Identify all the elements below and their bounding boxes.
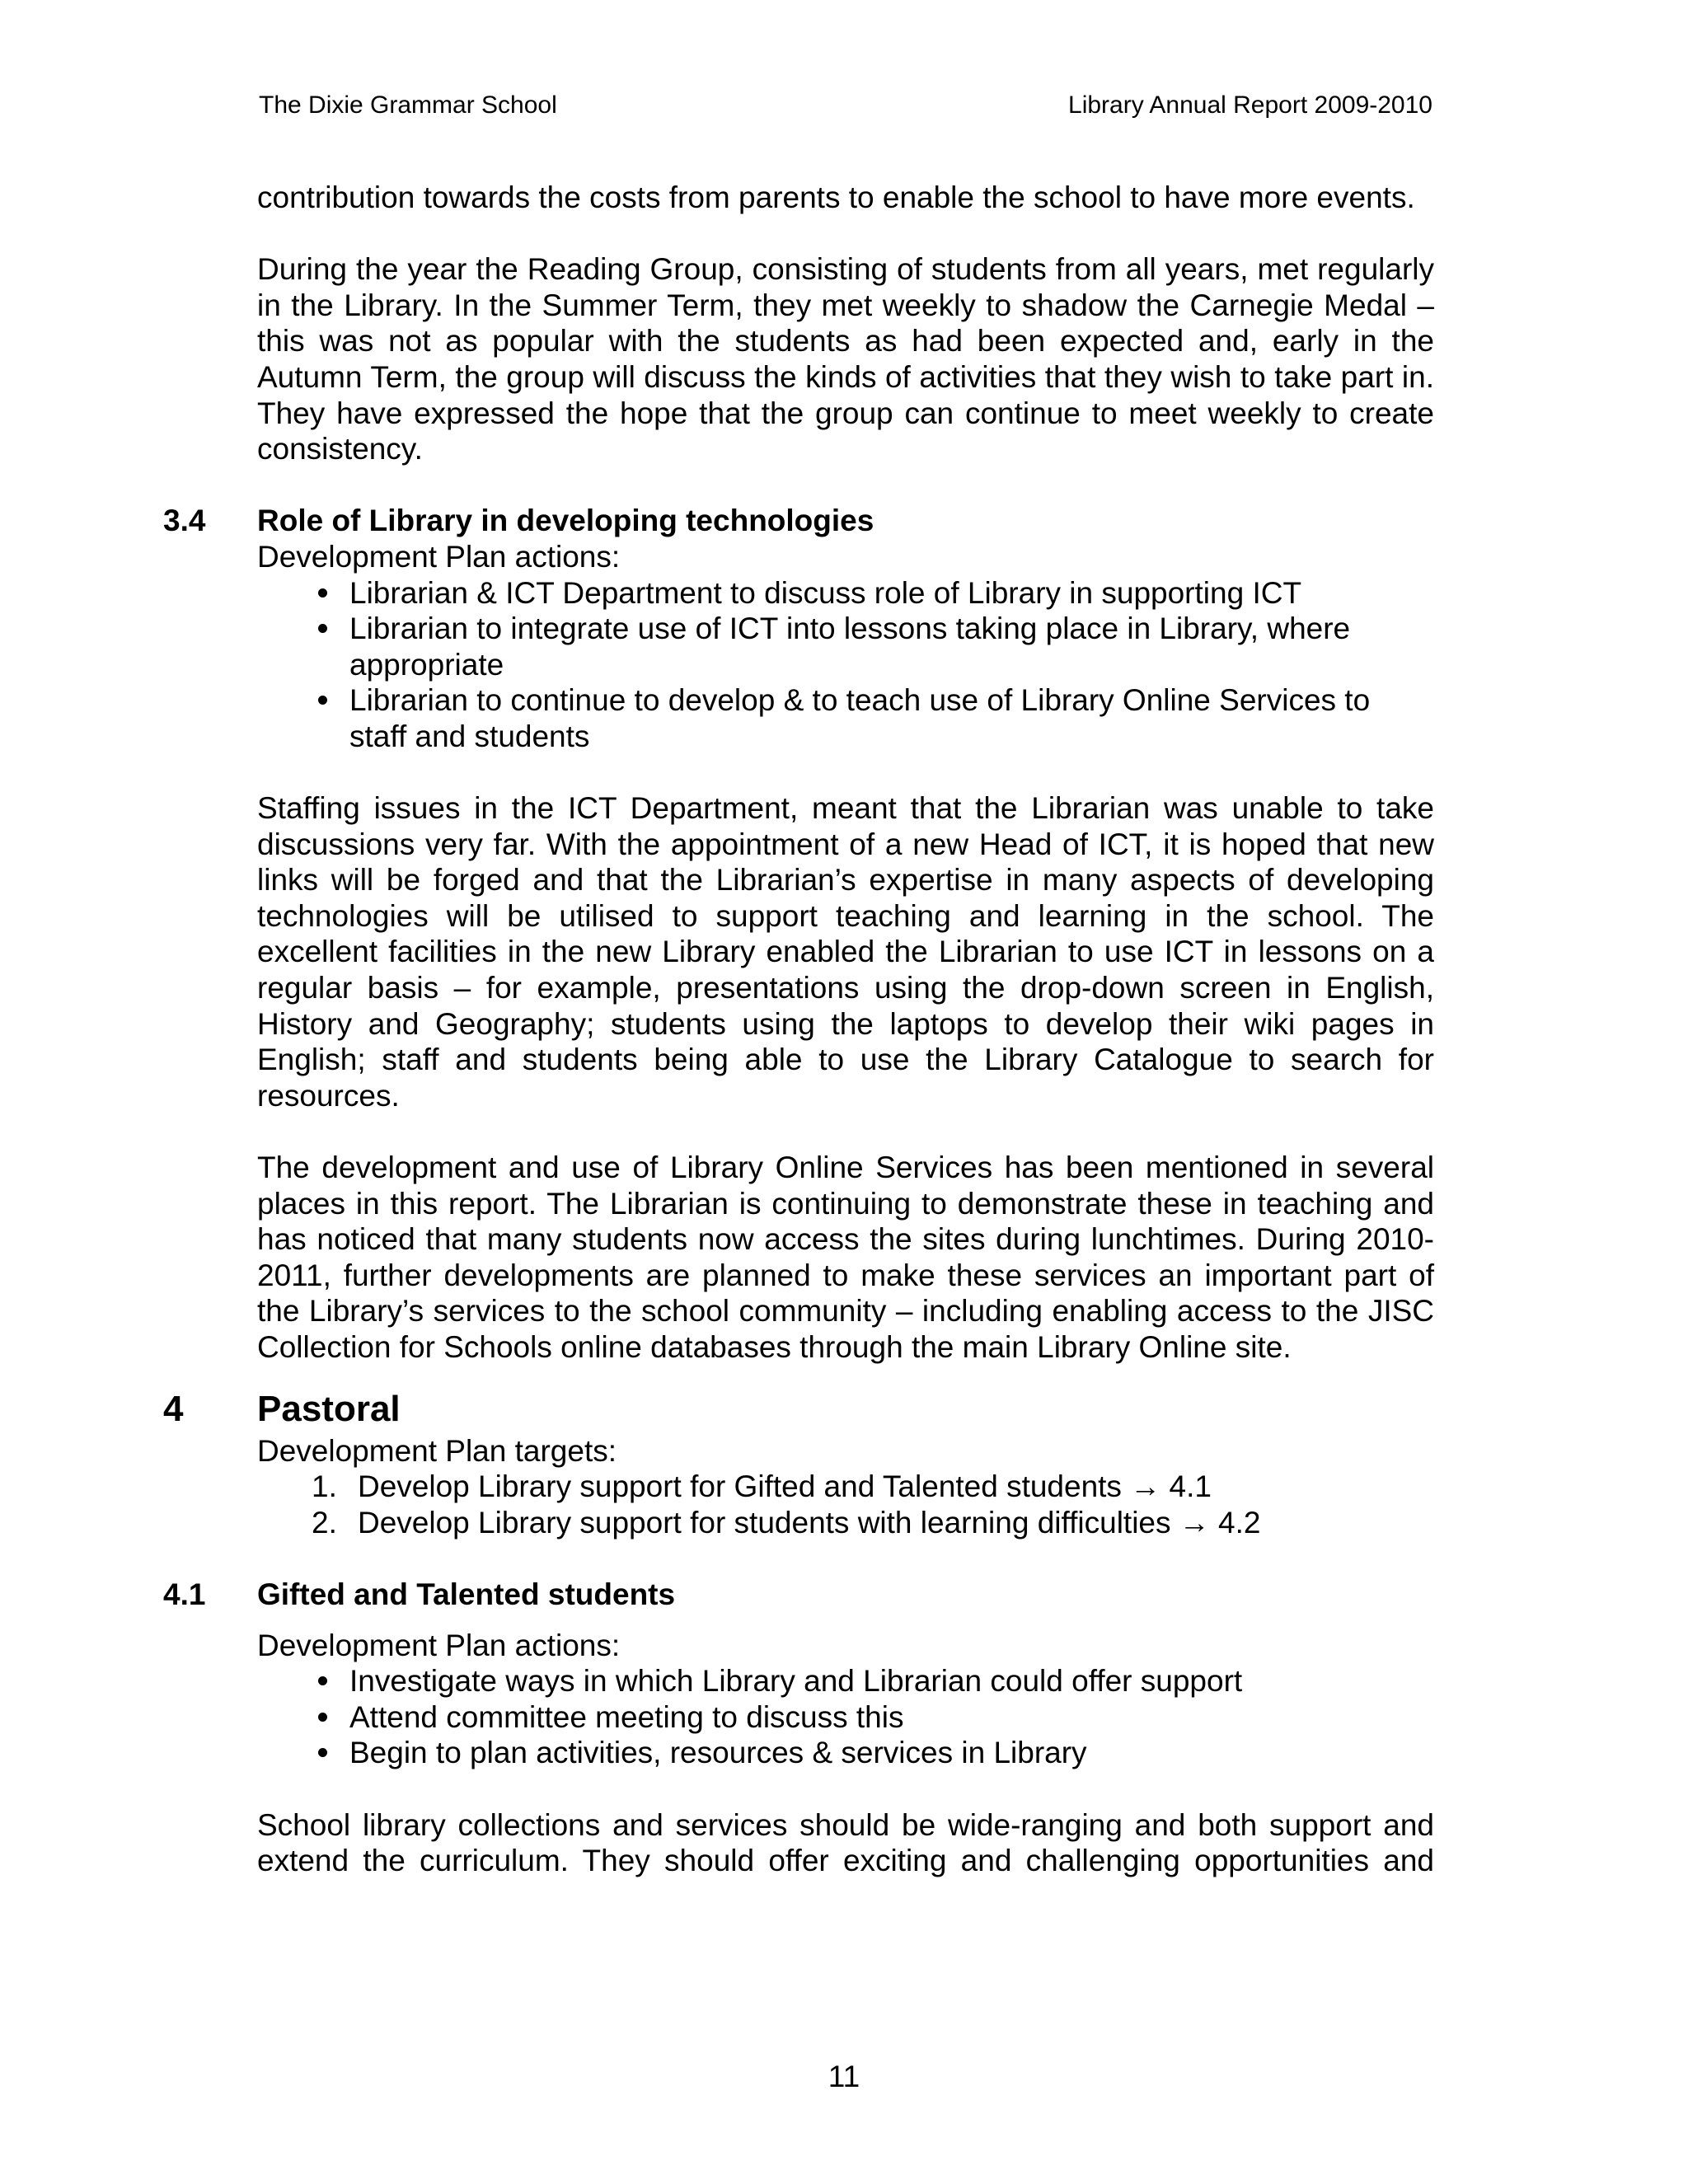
actions-list — [257, 575, 1434, 755]
bullet-icon — [318, 1748, 327, 1757]
header-report-title: Library Annual Report 2009-2010 — [1068, 91, 1432, 119]
actions-list — [257, 1663, 1434, 1771]
list-item: 2. Develop Library support for students with learning difficulties → 4.2 — [312, 1505, 1261, 1540]
bullet-icon — [318, 1713, 327, 1722]
section-title: Role of Library in developing technologies — [257, 504, 874, 538]
section-heading-4-1 — [163, 1577, 1434, 1613]
bullet-icon — [318, 624, 327, 633]
list-item: 1. Develop Library support for Gifted and Talented students → 4.1 — [312, 1469, 1212, 1504]
spacer — [257, 755, 1434, 791]
page-content — [163, 180, 1434, 1879]
bullet-icon — [318, 696, 327, 705]
spacer — [257, 1540, 1434, 1577]
section-number: 4.1 — [163, 1577, 206, 1611]
section-heading-3-4 — [163, 503, 1434, 539]
paragraph-reading-group: During the year the Reading Group, consisting of students from all years, met regularly in the Library. In the Summer Term, they met weekly to shadow the Carnegie Medal – this was not as popular with the students as had been expected and, early in the Autumn Term, the group will discuss the kinds of activities that they wish to take part in. They have expressed the hope that the group can continue to meet weekly to create consistency. — [257, 252, 1434, 466]
section-number: 4 — [163, 1388, 184, 1429]
section-number: 3.4 — [163, 504, 206, 538]
bullet-icon — [318, 588, 327, 598]
page-number: 11 — [828, 2060, 860, 2093]
section-heading-4 — [163, 1385, 1434, 1433]
paragraph-continuation: contribution towards the costs from parents to enable the school to have more events. — [257, 180, 1415, 214]
list-item: Begin to plan activities, resources & services in Library — [349, 1735, 1434, 1771]
section-title: Pastoral — [257, 1388, 401, 1429]
spacer — [257, 1613, 1434, 1628]
paragraph-staffing: Staffing issues in the ICT Department, meant that the Librarian was unable to take discussions very far. With the appointment of a new Head of ICT, it is hoped that new links will be forged and that the Librarian’s expertise in many aspects of developing technologies will be utilised to support teaching and learning in the school. The excellent facilities in the new Library enabled the Librarian to use ICT in lessons on a regular basis – for example, presentations using the drop-down screen in English, History and Geography; students using the laptops to develop their wiki pages in English; staff and students being able to use the Library Catalogue to search for resources. — [257, 791, 1434, 1113]
paragraph-online-services: The development and use of Library Online Services has been mentioned in several places in this report. The Librarian is continuing to demonstrate these in teaching and has noticed that many students now access the sites during lunchtimes. During 2010-2011, further developments are planned to make these services an important part of the Library’s services to the school community – including enabling access to the JISC Collection for Schools online databases through the main Library Online site. — [257, 1151, 1434, 1364]
actions-label: Development Plan actions: — [257, 1628, 621, 1662]
page-header — [259, 89, 1432, 122]
list-item: Librarian to continue to develop & to teach use of Library Online Services to staff and students — [349, 682, 1434, 754]
list-item: Librarian to integrate use of ICT into lessons taking place in Library, where appropriate — [349, 611, 1434, 682]
spacer — [257, 1771, 1434, 1807]
bullet-icon — [318, 1676, 327, 1685]
list-item: Attend committee meeting to discuss this — [349, 1699, 1434, 1736]
actions-label: Development Plan actions: — [257, 539, 621, 574]
paragraph-school-library: School library collections and services should be wide-ranging and both support and extend the curriculum. They should offer exciting and challenging opportunities and — [257, 1807, 1434, 1878]
targets-label: Development Plan targets: — [257, 1433, 617, 1468]
list-item: Librarian & ICT Department to discuss role of Library in supporting ICT — [349, 575, 1434, 612]
section-title: Gifted and Talented students — [257, 1577, 676, 1611]
header-school-name: The Dixie Grammar School — [259, 91, 557, 119]
targets-list — [257, 1469, 1434, 1540]
list-item: Investigate ways in which Library and Librarian could offer support — [349, 1663, 1434, 1699]
